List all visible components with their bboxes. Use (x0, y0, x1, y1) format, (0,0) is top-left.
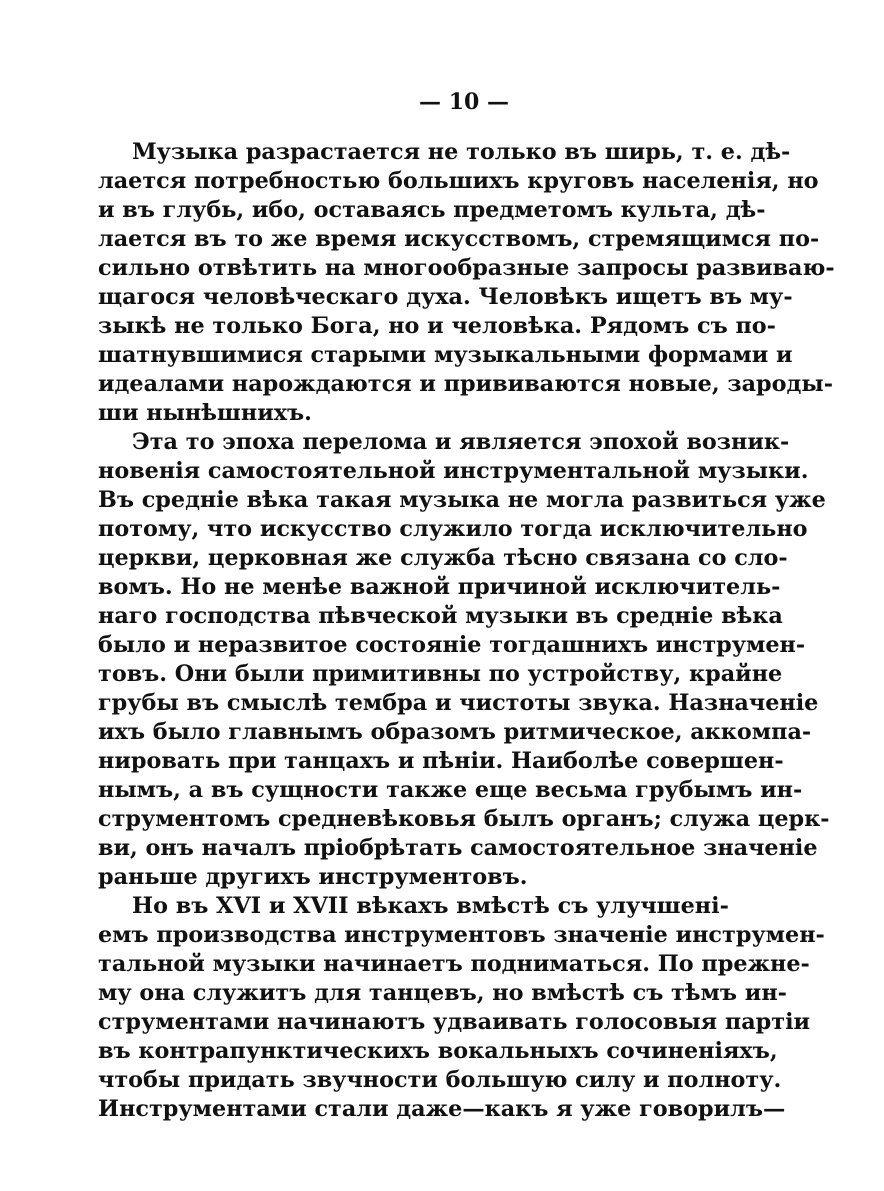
text-line: струментами начинаютъ удваивать голосовыя партіи (98, 1009, 811, 1035)
text-line: ши нынѣшнихъ. (98, 400, 312, 426)
text-line: вомъ. Но не менѣе важной причиной исключитель- (98, 574, 781, 600)
text-line: чтобы придать звучности большую силу и полноту. (98, 1067, 782, 1093)
text-line: Въ средніе вѣка такая музыка не могла развиться уже (98, 487, 826, 513)
text-line: въ контрапунктическихъ вокальныхъ сочиненіяхъ, (98, 1038, 778, 1064)
text-line: наго господства пѣвческой музыки въ средніе вѣка (98, 603, 783, 629)
text-line: Но въ XVI и XVII вѣкахъ вмѣстѣ съ улучшені- (132, 893, 729, 919)
text-line: зыкѣ не только Бога, но и человѣка. Рядомъ съ по- (98, 313, 776, 339)
text-line: Музыка разрастается не только въ ширь, т. е. дѣ- (132, 139, 791, 165)
text-line: новенія самостоятельной инструментальной музыки. (98, 458, 809, 484)
text-line: му она служитъ для танцевъ, но вмѣстѣ съ тѣмъ ин- (98, 980, 787, 1006)
text-line: нымъ, а въ сущности также еще весьма грубымъ ин- (98, 777, 803, 803)
paragraph-3 (98, 892, 825, 1124)
text-line: грубы въ смыслѣ тембра и чистоты звука. Назначеніе (98, 690, 819, 716)
text-line: ви, онъ началъ пріобрѣтать самостоятельное значеніе (98, 835, 818, 861)
paragraph-2 (98, 428, 830, 892)
text-line: и въ глубь, ибо, оставаясь предметомъ культа, дѣ- (98, 197, 766, 223)
text-line: церкви, церковная же служба тѣсно связана со сло- (98, 545, 788, 571)
text-line: Эта то эпоха перелома и является эпохой возник- (132, 429, 790, 455)
text-line: сильно отвѣтить на многообразные запросы развиваю- (98, 255, 835, 281)
body-text (98, 138, 835, 1124)
text-line: емъ производства инструментовъ значеніе инструмен- (98, 922, 825, 948)
text-line: Инструментами стали даже—какъ я уже говорилъ— (98, 1096, 786, 1122)
text-line: нировать при танцахъ и пѣніи. Наиболѣе совершен- (98, 748, 784, 774)
text-line: тальной музыки начинаетъ подниматься. По прежне- (98, 951, 810, 977)
text-line: было и неразвитое состояніе тогдашнихъ инструмен- (98, 632, 806, 658)
page-number: — 10 — (419, 89, 509, 115)
text-line: щагося человѣческаго духа. Человѣкъ ищетъ въ му- (98, 284, 793, 310)
text-line: шатнувшимися старыми музыкальными формами и (98, 342, 793, 368)
paragraph-1 (98, 138, 835, 428)
text-line: ихъ было главнымъ образомъ ритмическое, аккомпа- (98, 719, 812, 745)
text-line: лается потребностью большихъ круговъ населенія, но (98, 168, 819, 194)
text-line: идеалами нарождаются и прививаются новые, зароды- (98, 371, 833, 397)
text-line: лается въ то же время искусствомъ, стремящимся по- (98, 226, 820, 252)
text-line: раньше другихъ инструментовъ. (98, 864, 528, 890)
text-line: потому, что искусство служило тогда исключительно (98, 516, 808, 542)
text-line: товъ. Они были примитивны по устройству, крайне (98, 661, 783, 687)
text-line: струментомъ средневѣковья былъ органъ; служа церк- (98, 806, 830, 832)
